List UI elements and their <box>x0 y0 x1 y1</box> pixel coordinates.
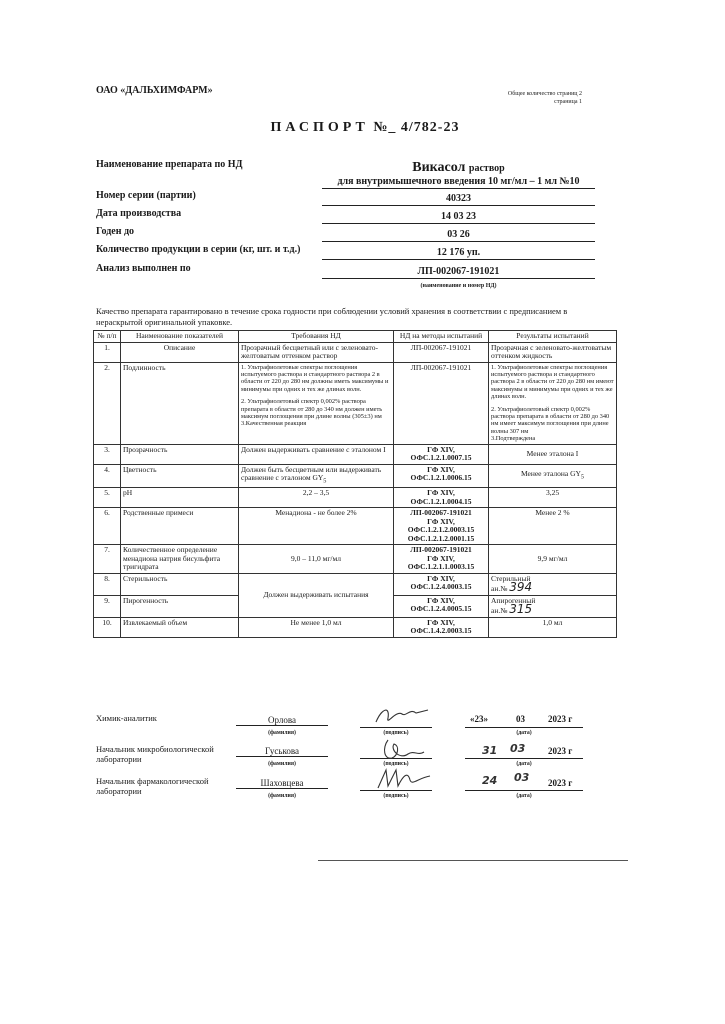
row-num: 7. <box>94 545 121 574</box>
micro-lab-date-year: 2023 г <box>548 746 573 756</box>
header-num: № п/п <box>94 331 121 343</box>
table-row <box>94 545 617 574</box>
nd-line-2: ГФ XIV, <box>427 553 455 563</box>
total-pages: Общее количество страниц 2 <box>507 91 582 97</box>
row-num: 6. <box>94 508 121 545</box>
row-res: Прозрачная с зеленовато-желтоватым оттенком жидкость <box>489 342 617 362</box>
chemist-surname-caption: (фамилия) <box>268 730 296 736</box>
pharm-lab-signature-image <box>372 764 434 794</box>
row-nd <box>394 573 489 595</box>
production-date-value: 14 03 23 <box>322 210 595 224</box>
req-text: Должен быть бесцветным или выдерживать сравнение с эталоном GY <box>241 464 382 483</box>
chemist-date-line <box>465 727 583 728</box>
production-date-label: Дата производства <box>96 208 182 219</box>
pharm-lab-date-day: 24 <box>482 774 498 787</box>
handwritten-number: 394 <box>509 580 533 595</box>
row-name: Пирогенность <box>121 595 239 617</box>
micro-lab-signature-image <box>378 736 428 764</box>
row-name: Описание <box>121 342 239 362</box>
req-part-3: 3.Качественная реакция <box>241 420 307 428</box>
pharm-lab-sign-caption: (подпись) <box>383 793 409 799</box>
table-row <box>94 617 617 637</box>
pharm-lab-date-month: 03 <box>514 771 530 784</box>
quantity-label: Количество продукции в серии (кг, шт. и т.д.) <box>96 244 301 255</box>
chemist-surname: Орлова <box>236 715 328 726</box>
nd-line-1: ГФ XIV, <box>427 444 455 454</box>
row-name: Количественное определение менадиона натрия бисульфита тригидрата <box>121 545 239 574</box>
row-num: 3. <box>94 444 121 464</box>
page-title <box>200 120 530 136</box>
chemist-sign-caption: (подпись) <box>383 730 409 736</box>
chemist-date-month: 03 <box>516 714 525 724</box>
res-analysis-label: ан.№ <box>491 584 508 594</box>
page-divider <box>318 860 628 861</box>
row-num: 9. <box>94 595 121 617</box>
row-req: 9,0 – 11,0 мг/мл <box>239 545 394 574</box>
row-nd <box>394 464 489 488</box>
header-name: Наименование показателей <box>121 331 239 343</box>
nd-line-2: ОФС.1.4.2.0003.15 <box>410 626 472 636</box>
row-nd <box>394 595 489 617</box>
nd-line-2: ГФ XIV, <box>427 516 455 526</box>
row-name: Родственные примеси <box>121 508 239 545</box>
res-status: Апирогенный <box>491 595 536 605</box>
res-subscript: 5 <box>580 473 585 481</box>
res-analysis-number <box>491 602 614 617</box>
drug-form: раствор <box>468 163 505 174</box>
micro-lab-surname: Гуськова <box>236 746 328 757</box>
nd-line-1: ГФ XIV, <box>427 573 455 583</box>
nd-line-2: ОФС.1.2.1.0006.15 <box>410 473 472 483</box>
micro-lab-date-line <box>465 758 583 759</box>
micro-lab-date-month: 03 <box>510 742 526 755</box>
chemist-date-day: «23» <box>470 714 488 724</box>
row-num: 2. <box>94 362 121 444</box>
micro-lab-surname-caption: (фамилия) <box>268 761 296 767</box>
drug-label: Наименование препарата по НД <box>96 159 243 170</box>
res-analysis-label: ан.№ <box>491 606 508 616</box>
row-res <box>489 573 617 595</box>
drug-name <box>322 160 595 176</box>
table-row <box>94 362 617 444</box>
expiry-value: 03 26 <box>322 228 595 242</box>
row-req: Не менее 1,0 мл <box>239 617 394 637</box>
row-res: Менее 2 % <box>489 508 617 545</box>
table-header-row <box>94 331 617 343</box>
table-row <box>94 488 617 508</box>
row-nd <box>394 508 489 545</box>
row-req: 2,2 – 3,5 <box>239 488 394 508</box>
title-word: ПАСПОРТ <box>270 120 369 135</box>
nd-line-2: ОФС.1.2.4.0005.15 <box>410 604 472 614</box>
passport-number: 4/782-23 <box>400 120 460 135</box>
chemist-signature-image <box>372 704 432 730</box>
row-res <box>489 362 617 444</box>
micro-lab-date-caption: (дата) <box>516 761 532 767</box>
drug-name-text: Викасол <box>412 160 466 175</box>
title-number-sign: №_ <box>373 120 397 135</box>
nd-line-3: ОФС.1.2.1.2.0003.15 <box>407 525 475 535</box>
row-nd <box>394 488 489 508</box>
handwritten-number: 315 <box>509 602 533 617</box>
res-part-1: 1. Ультрафиолетовые спектры поглощения испытуемого раствора и стандартного раствора 2 в области от 220 до 280 нм имеют максимумы и минимумы при одних и тех же длинах волн. <box>491 363 614 401</box>
row-name: pH <box>121 488 239 508</box>
pharm-lab-surname-caption: (фамилия) <box>268 793 296 799</box>
row-name: Стерильность <box>121 573 239 595</box>
res-part-3: 3.Подтверждена <box>491 435 536 443</box>
res-part-2: 2. Ультрафиолетовый спектр 0,002% раствора препарата в области от 280 до 340 нм имеет максимум поглощения при длине волны 307 нм <box>491 405 610 435</box>
pharm-lab-date-year: 2023 г <box>548 778 573 788</box>
drug-detail: для внутримышечного введения 10 мг/мл – 1 мл №10 <box>322 175 595 189</box>
header-nd: НД на методы испытаний <box>394 331 489 343</box>
row-nd: ЛП-002067-191021 <box>394 362 489 444</box>
row-nd: ЛП-002067-191021 <box>394 342 489 362</box>
pharm-lab-date-caption: (дата) <box>516 793 532 799</box>
row-name: Цветность <box>121 464 239 488</box>
table-row <box>94 573 617 595</box>
row-req: Прозрачный бесцветный или с зеленовато-желтоватым оттенком раствор <box>239 342 394 362</box>
row-req: Должен выдерживать испытания <box>239 573 394 617</box>
chemist-date-caption: (дата) <box>516 730 532 736</box>
guarantee-text: Качество препарата гарантировано в течение срока годности при соблюдении условий хранения в соответствии с предписанием в нераскрытой оригинальной упаковке. <box>96 306 568 327</box>
nd-line-1: ГФ XIV, <box>427 595 455 605</box>
row-name: Извлекаемый объем <box>121 617 239 637</box>
row-res: Менее эталона I <box>489 444 617 464</box>
row-nd <box>394 545 489 574</box>
series-label: Номер серии (партии) <box>96 190 196 201</box>
res-analysis-number <box>491 580 614 595</box>
series-value: 40323 <box>322 192 595 206</box>
header-req: Требования НД <box>239 331 394 343</box>
table-row <box>94 464 617 488</box>
row-res <box>489 595 617 617</box>
nd-line-1: ГФ XIV, <box>427 488 455 498</box>
row-num: 4. <box>94 464 121 488</box>
pharm-lab-surname: Шаховцева <box>236 778 328 789</box>
micro-lab-date-day: 31 <box>482 744 498 757</box>
specification-table <box>93 330 617 638</box>
nd-line-3: ОФС.1.2.1.1.0003.15 <box>407 562 475 572</box>
nd-line-2: ОФС.1.2.4.0003.15 <box>410 582 472 592</box>
company-name: ОАО «ДАЛЬХИМФАРМ» <box>96 85 213 96</box>
row-nd <box>394 444 489 464</box>
quantity-value: 12 176 уп. <box>322 246 595 260</box>
micro-lab-sign-caption: (подпись) <box>383 761 409 767</box>
pharm-lab-date-line <box>465 790 583 791</box>
analysis-note: (наименование и номер НД) <box>420 283 497 289</box>
nd-line-1: ГФ XIV, <box>427 464 455 474</box>
page-count <box>470 90 582 106</box>
req-part-1: 1. Ультрафиолетовые спектры поглощения испытуемого раствора и стандартного раствора 2 в области от 220 до 280 нм должны иметь максимумы и минимумы при одних и тех же длинах волн. <box>241 363 389 393</box>
req-subscript: 5 <box>323 477 327 485</box>
nd-line-2: ОФС.1.2.1.0007.15 <box>410 453 472 463</box>
row-nd <box>394 617 489 637</box>
chemist-label: Химик-аналитик <box>96 713 157 723</box>
row-req <box>239 464 394 488</box>
table-row <box>94 508 617 545</box>
expiry-label: Годен до <box>96 226 135 237</box>
nd-line-1: ЛП-002067-191021 <box>410 508 472 518</box>
row-num: 10. <box>94 617 121 637</box>
table-row <box>94 342 617 362</box>
analysis-label: Анализ выполнен по <box>96 263 191 274</box>
pharm-lab-label: Начальник фармакологической лаборатории <box>96 776 209 796</box>
nd-line-1: ГФ XIV, <box>427 617 455 627</box>
row-req: Должен выдерживать сравнение с эталоном I <box>239 444 394 464</box>
row-num: 1. <box>94 342 121 362</box>
row-req <box>239 362 394 444</box>
micro-lab-label: Начальник микробиологической лаборатории <box>96 744 214 764</box>
row-name: Подлинность <box>121 362 239 444</box>
row-name: Прозрачность <box>121 444 239 464</box>
row-res: 3,25 <box>489 488 617 508</box>
nd-line-4: ОФС.1.2.1.2.0001.15 <box>407 533 475 543</box>
page-number: страница 1 <box>554 99 582 105</box>
analysis-value: ЛП-002067-191021 <box>322 265 595 279</box>
res-text: Менее эталона GY <box>520 468 581 478</box>
req-part-2: 2. Ультрафиолетовый спектр 0,002% раствора препарата в области от 280 до 340 нм должен иметь максимум поглощения при длине волны (305±3) нм <box>241 398 383 420</box>
row-res: 1,0 мл <box>489 617 617 637</box>
res-status: Стерильный <box>491 573 531 583</box>
nd-line-2: ОФС.1.2.1.0004.15 <box>410 496 472 506</box>
row-num: 8. <box>94 573 121 595</box>
row-req: Менадиона - не более 2% <box>239 508 394 545</box>
table-row <box>94 444 617 464</box>
row-res: 9,9 мг/мл <box>489 545 617 574</box>
chemist-date-year: 2023 г <box>548 714 573 724</box>
nd-line-1: ЛП-002067-191021 <box>410 545 472 555</box>
row-res <box>489 464 617 488</box>
header-res: Результаты испытаний <box>489 331 617 343</box>
row-num: 5. <box>94 488 121 508</box>
